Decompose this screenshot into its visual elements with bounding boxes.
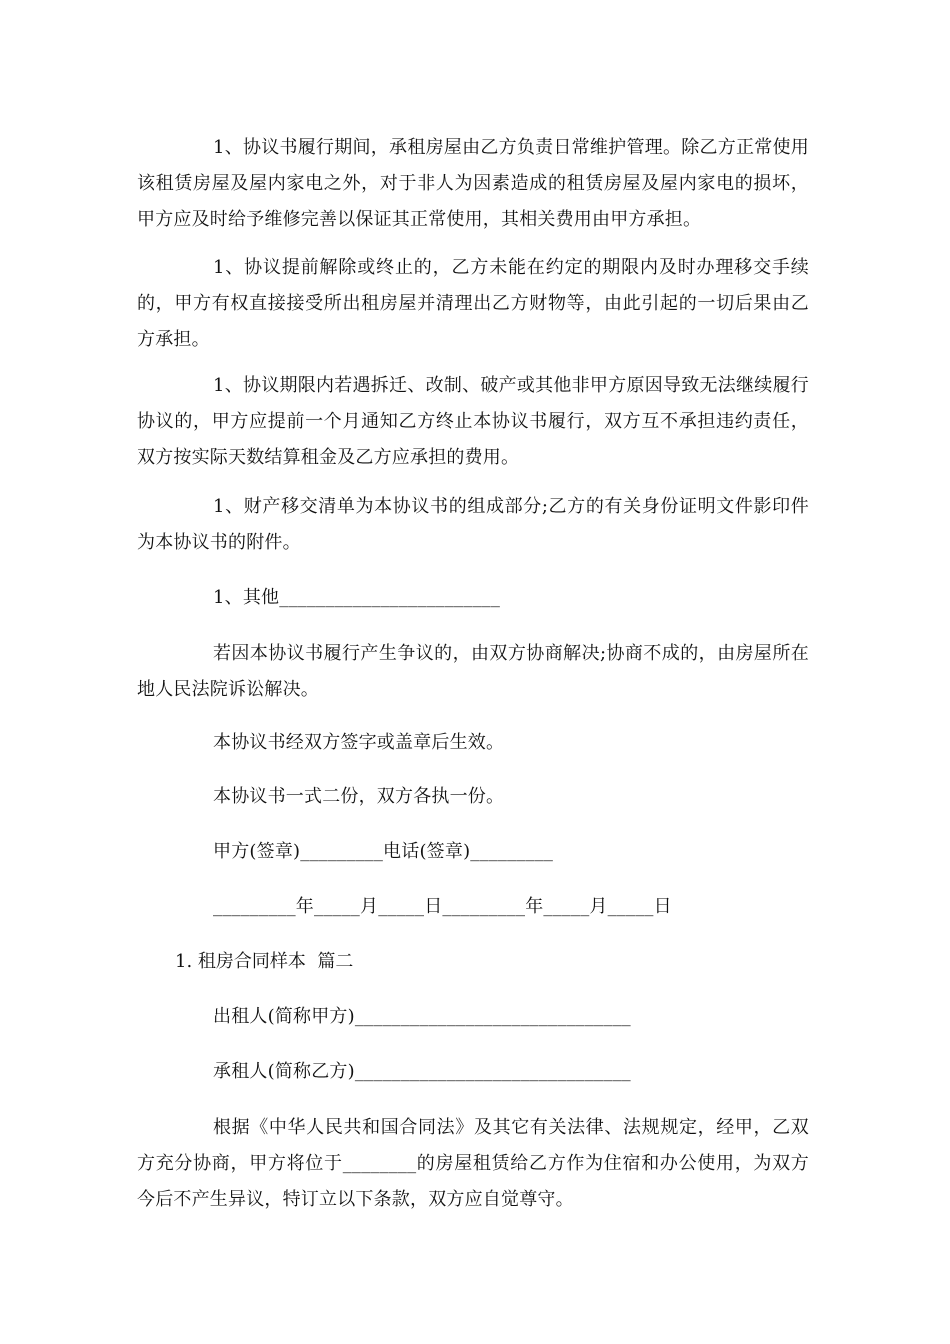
clause-effective: 本协议书经双方签字或盖章后生效。 bbox=[213, 732, 505, 753]
date-line: _________年_____月_____日_________年_____月_____日 bbox=[213, 896, 672, 917]
clause-maintenance: 1、协议书履行期间，承租房屋由乙方负责日常维护管理。除乙方正常使用该租赁房屋及屋内家电之外，对于非人为因素造成的租赁房屋及屋内家电的损坏，甲方应及时给予维修完善以保证其正常使用，其相关费用由甲方承担。 bbox=[137, 137, 809, 230]
clause-copies: 本协议书一式二份，双方各执一份。 bbox=[213, 786, 505, 807]
lessor-line: 出租人(简称甲方)______________________________ bbox=[213, 1006, 631, 1027]
section-heading: 1. 租房合同样本 篇二 bbox=[175, 951, 354, 972]
signature-line: 甲方(签章)_________电话(签章)_________ bbox=[213, 841, 554, 862]
clause-attachments: 1、财产移交清单为本协议书的组成部分;乙方的有关身份证明文件影印件为本协议书的附件。 bbox=[137, 496, 809, 553]
clause-early-termination: 1、协议提前解除或终止的，乙方未能在约定的期限内及时办理移交手续的，甲方有权直接接受所出租房屋并清理出乙方财物等，由此引起的一切后果由乙方承担。 bbox=[137, 257, 809, 350]
clause-other: 1、其他________________________ bbox=[213, 587, 501, 608]
lessee-line: 承租人(简称乙方)______________________________ bbox=[213, 1061, 631, 1082]
clause-force-majeure: 1、协议期限内若遇拆迁、改制、破产或其他非甲方原因导致无法继续履行协议的，甲方应提前一个月通知乙方终止本协议书履行，双方互不承担违约责任，双方按实际天数结算租金及乙方应承担的费用。 bbox=[137, 375, 809, 468]
clause-dispute: 若因本协议书履行产生争议的，由双方协商解决;协商不成的，由房屋所在地人民法院诉讼解决。 bbox=[137, 643, 809, 700]
intro-paragraph: 根据《中华人民共和国合同法》及其它有关法律、法规规定，经甲，乙双方充分协商，甲方将位于________的房屋租赁给乙方作为住宿和办公使用，为双方今后不产生异议，特订立以下条款，双方应自觉尊守。 bbox=[137, 1117, 809, 1210]
